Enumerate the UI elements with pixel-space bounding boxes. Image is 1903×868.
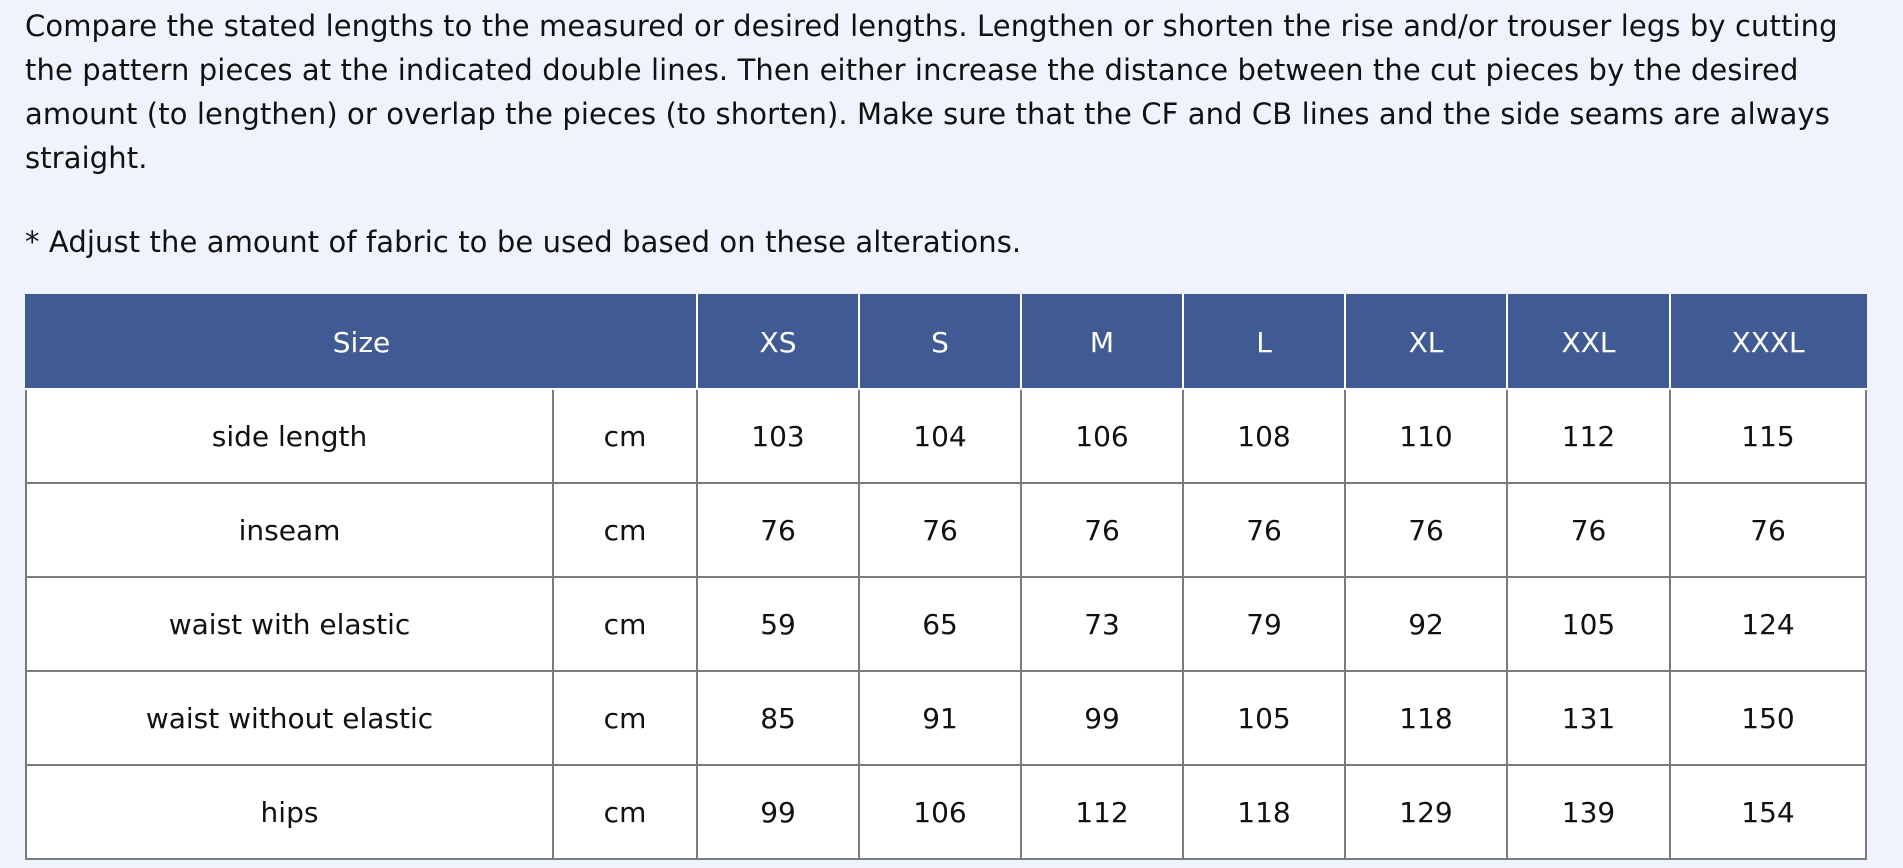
value-cell: 150: [1670, 671, 1866, 765]
fabric-note: * Adjust the amount of fabric to be used based on these alterations.: [25, 225, 1022, 259]
value-cell: 154: [1670, 765, 1866, 859]
value-cell: 124: [1670, 577, 1866, 671]
value-cell: 76: [697, 483, 859, 577]
size-column-header: S: [859, 295, 1021, 389]
value-cell: 76: [1021, 483, 1183, 577]
value-cell: 139: [1507, 765, 1670, 859]
value-cell: 112: [1021, 765, 1183, 859]
size-column-header: XXL: [1507, 295, 1670, 389]
size-chart-table: [25, 294, 1867, 860]
size-header-label: Size: [26, 295, 697, 389]
value-cell: 79: [1183, 577, 1345, 671]
table-row: [26, 483, 1866, 577]
value-cell: 105: [1507, 577, 1670, 671]
unit-cell: cm: [553, 765, 697, 859]
size-header-row: [26, 295, 1866, 389]
value-cell: 129: [1345, 765, 1507, 859]
measurement-label: hips: [26, 765, 553, 859]
size-column-header: L: [1183, 295, 1345, 389]
value-cell: 91: [859, 671, 1021, 765]
instructions-paragraph: Compare the stated lengths to the measured or desired lengths. Lengthen or shorten the rise and/or trouser legs by cutting the pattern pieces at the indicated double lines. Then either increase the distance between the cut pieces by the desired amount (to lengthen) or overlap the pieces (to shorten). Make sure that the CF and CB lines and the side seams are always straight.: [25, 9, 1838, 175]
value-cell: 118: [1345, 671, 1507, 765]
value-cell: 76: [1670, 483, 1866, 577]
value-cell: 76: [859, 483, 1021, 577]
value-cell: 76: [1345, 483, 1507, 577]
value-cell: 112: [1507, 389, 1670, 483]
table-row: [26, 389, 1866, 483]
size-column-header: XS: [697, 295, 859, 389]
value-cell: 131: [1507, 671, 1670, 765]
measurement-label: side length: [26, 389, 553, 483]
value-cell: 118: [1183, 765, 1345, 859]
value-cell: 76: [1183, 483, 1345, 577]
measurement-label: waist without elastic: [26, 671, 553, 765]
size-column-header: M: [1021, 295, 1183, 389]
value-cell: 99: [1021, 671, 1183, 765]
table-row: [26, 765, 1866, 859]
value-cell: 92: [1345, 577, 1507, 671]
value-cell: 99: [697, 765, 859, 859]
value-cell: 106: [1021, 389, 1183, 483]
size-column-header: XXXL: [1670, 295, 1866, 389]
table-row: [26, 577, 1866, 671]
unit-cell: cm: [553, 577, 697, 671]
value-cell: 85: [697, 671, 859, 765]
value-cell: 108: [1183, 389, 1345, 483]
table-row: [26, 671, 1866, 765]
value-cell: 76: [1507, 483, 1670, 577]
value-cell: 110: [1345, 389, 1507, 483]
size-column-header: XL: [1345, 295, 1507, 389]
value-cell: 65: [859, 577, 1021, 671]
value-cell: 103: [697, 389, 859, 483]
unit-cell: cm: [553, 483, 697, 577]
measurement-label: inseam: [26, 483, 553, 577]
value-cell: 106: [859, 765, 1021, 859]
value-cell: 104: [859, 389, 1021, 483]
unit-cell: cm: [553, 389, 697, 483]
value-cell: 115: [1670, 389, 1866, 483]
measurement-label: waist with elastic: [26, 577, 553, 671]
value-cell: 59: [697, 577, 859, 671]
value-cell: 73: [1021, 577, 1183, 671]
value-cell: 105: [1183, 671, 1345, 765]
unit-cell: cm: [553, 671, 697, 765]
